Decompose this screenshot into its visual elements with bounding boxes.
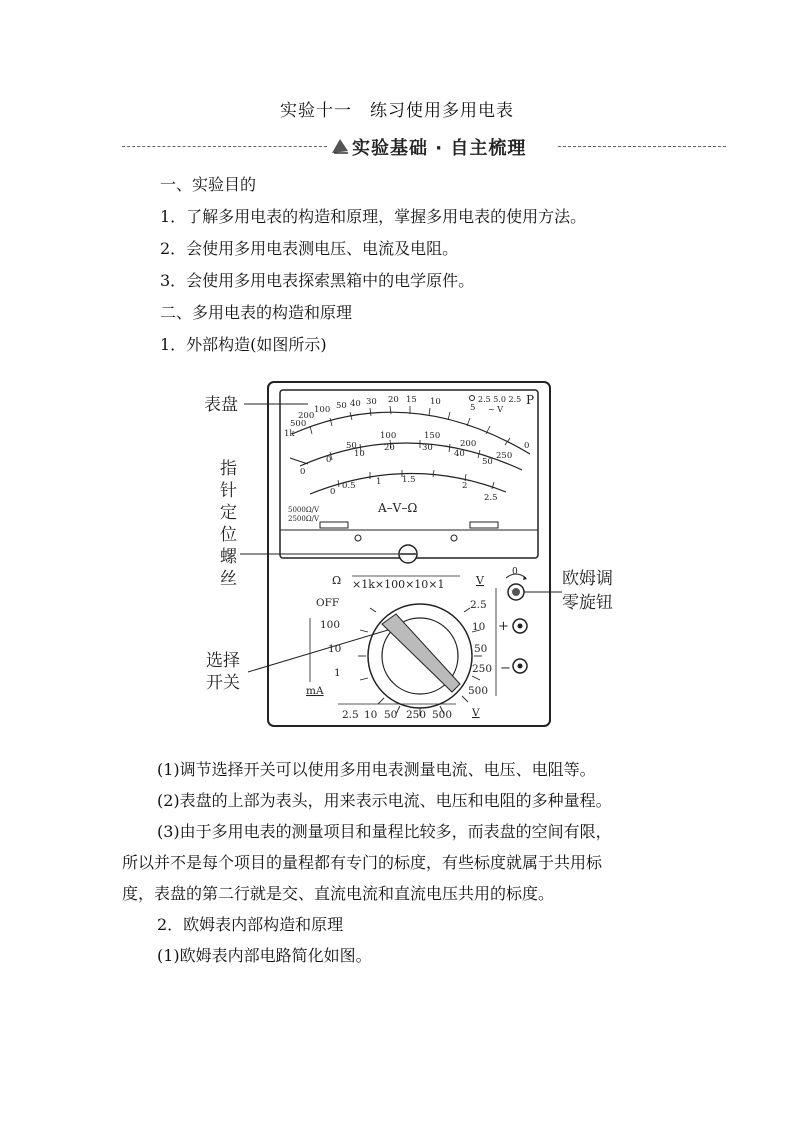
switch-pos-vdc: 250 [406, 709, 427, 721]
label-ohm-knob-1: 欧姆调 [562, 569, 613, 589]
mid-scale-label: 100 [380, 431, 397, 441]
paragraph-3-line-3: 度，表盘的第二行就是交、直流电流和直流电压共用的标度。 [122, 884, 555, 903]
switch-pos-vdc: 500 [432, 709, 453, 721]
switch-pos-ma: 100 [320, 619, 341, 631]
mid-scale-label: 200 [460, 439, 477, 449]
heading-purpose: 一、实验目的 [160, 175, 257, 194]
paragraph-3-line-1: (3)由于多用电表的测量项目和量程比较多，而表盘的空间有限， [157, 822, 612, 841]
ohm-scale-label: 40 [350, 399, 361, 409]
low-scale-label: 1.5 [402, 475, 416, 485]
switch-pos-vdc: 2.5 [342, 709, 359, 721]
label-pointer-char: 指 [220, 459, 237, 479]
banner-rule-right [558, 146, 726, 147]
heading-structure: 二、多用电表的构造和原理 [160, 303, 353, 322]
multimeter-figure [170, 362, 660, 738]
mid-scale-label-2: 40 [454, 449, 465, 459]
switch-pos-vac: 2.5 [470, 599, 487, 611]
mid-scale-label-2: 10 [354, 449, 365, 459]
top-right-ranges: 2.5 5.0 2.5 [478, 395, 522, 404]
section-banner [122, 134, 726, 158]
v-symbol-ac: V [476, 574, 484, 587]
ohm-symbol: Ω [332, 574, 342, 587]
switch-pos-off: OFF [316, 597, 340, 609]
switch-pos-vac: 500 [468, 685, 489, 697]
sensitivity-dc: 5000Ω/V [288, 506, 320, 514]
label-pointer-char: 位 [220, 525, 237, 545]
plus-sign: + [498, 619, 509, 634]
switch-pos-ma: 10 [328, 643, 342, 655]
label-switch-1: 选择 [206, 651, 240, 671]
page-title: 实验十一 练习使用多用电表 [280, 101, 514, 121]
mid-scale-label: 250 [496, 451, 513, 461]
ohm-scale-label: 50 [336, 401, 347, 411]
paragraph-1: (1)调节选择开关可以使用多用电表测量电流、电压、电阻等。 [157, 760, 596, 779]
banner-flag-icon [330, 137, 350, 155]
switch-pos-vac: 10 [472, 621, 486, 633]
minus-sign: − [500, 661, 511, 676]
low-scale-label: 1 [376, 477, 382, 487]
paragraph-3-line-2: 所以并不是每个项目的量程都有专门的标度，有些标度就属于共用标 [122, 853, 603, 872]
ohm-ranges: ×1k×100×10×1 [352, 578, 445, 591]
low-scale-label: 0.5 [342, 481, 356, 491]
purpose-item-1: 1．了解多用电表的构造和原理，掌握多用电表的使用方法。 [160, 207, 587, 226]
mid-scale-label: 150 [424, 431, 441, 441]
subheading-ohmmeter: 2．欧姆表内部构造和原理 [157, 915, 344, 934]
paragraph-4: (1)欧姆表内部电路简化如图。 [157, 946, 372, 965]
v-symbol-dc: V [472, 707, 480, 719]
purpose-item-2: 2．会使用多用电表测电压、电流及电阻。 [160, 239, 459, 258]
label-pointer-char: 定 [220, 503, 237, 523]
banner-rule-left [122, 146, 327, 147]
paragraph-block [122, 754, 682, 971]
mid-scale-label-2: 0 [326, 455, 332, 465]
mid-scale-label-2: 30 [422, 443, 433, 453]
ohm-scale-label: 1k [284, 429, 295, 439]
mid-scale-label: 50 [346, 441, 357, 451]
ohm-scale-label: 5 [470, 403, 476, 413]
sensitivity-ac: 2500Ω/V [288, 515, 320, 523]
mid-scale-label-2: 20 [384, 443, 395, 453]
low-scale-label: 2.5 [484, 493, 498, 503]
ma-symbol: mA [306, 685, 324, 697]
ohm-scale-label: 500 [290, 419, 307, 429]
meter-type: A–V–Ω [378, 501, 418, 515]
svg-text:0: 0 [512, 567, 518, 577]
ohm-scale-label: 30 [366, 397, 377, 407]
switch-pos-vac: 50 [474, 643, 488, 655]
ohm-scale-label: 200 [298, 411, 315, 421]
low-scale-label: 0 [330, 487, 336, 497]
label-ohm-knob-2: 零旋钮 [562, 593, 613, 613]
paragraph-2: (2)表盘的上部为表头，用来表示电流、电压和电阻的多种量程。 [157, 791, 612, 810]
ohm-scale-label: 15 [406, 395, 417, 405]
ohm-scale-label: 100 [314, 405, 331, 415]
switch-pos-vac: 250 [472, 663, 493, 675]
label-pointer-char: 针 [220, 481, 237, 501]
ohm-scale-label: 20 [388, 395, 399, 405]
subheading-exterior: 1．外部构造(如图所示) [160, 335, 327, 354]
low-scale-label: 2 [462, 481, 468, 491]
mid-scale-label: 0 [300, 467, 306, 477]
label-dial: 表盘 [204, 395, 238, 415]
top-right-sub: ~ V [488, 405, 504, 414]
ohm-scale-label: 0 [524, 441, 530, 451]
label-pointer-char: 螺 [220, 547, 237, 567]
switch-pos-vdc: 50 [384, 709, 398, 721]
switch-pos-vdc: 10 [364, 709, 378, 721]
banner-title: 实验基础 · 自主梳理 [352, 138, 527, 159]
p-mark: P [526, 393, 535, 407]
mid-scale-label-2: 50 [482, 457, 493, 467]
switch-pos-ma: 1 [334, 667, 341, 679]
label-pointer-char: 丝 [220, 569, 237, 589]
purpose-item-3: 3．会使用多用电表探索黑箱中的电学原件。 [160, 271, 475, 290]
label-switch-2: 开关 [206, 673, 240, 693]
ohm-scale-label: 10 [430, 397, 441, 407]
